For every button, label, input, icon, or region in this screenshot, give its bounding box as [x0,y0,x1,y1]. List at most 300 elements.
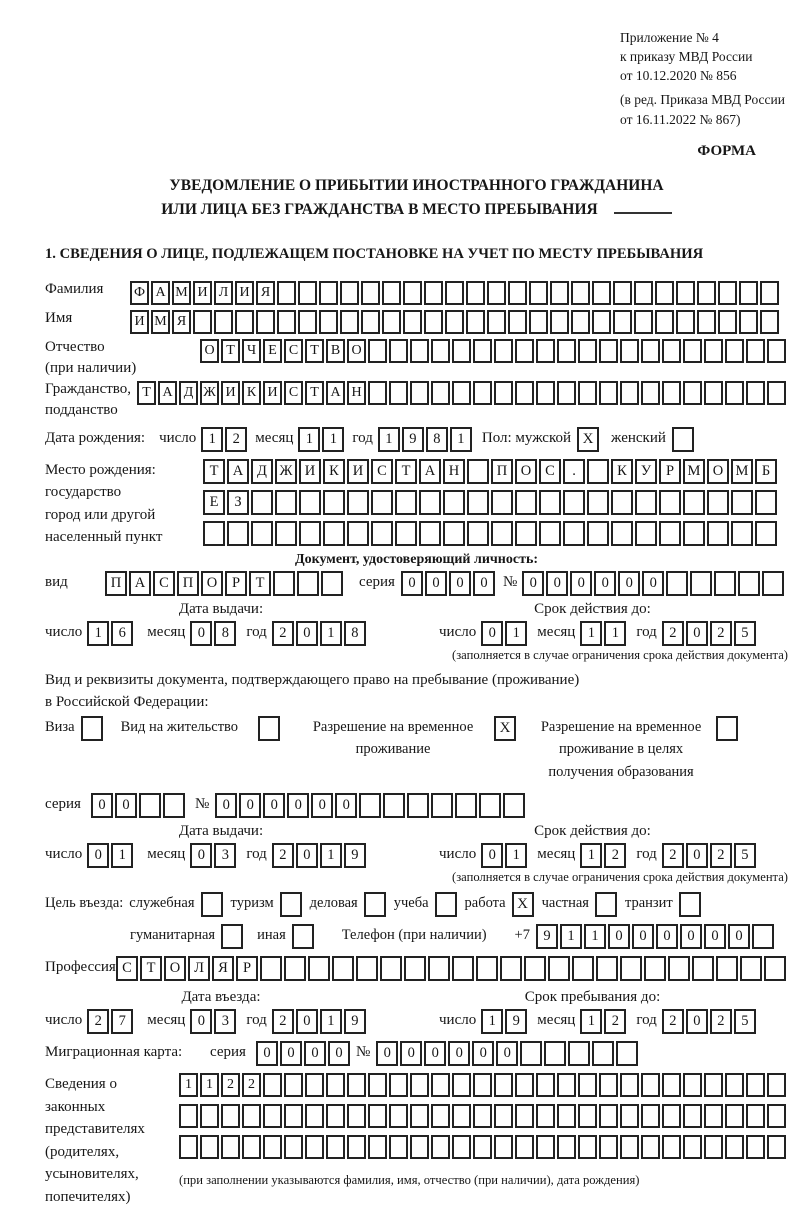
char-cell[interactable]: 1 [580,621,602,646]
char-cell[interactable] [662,381,681,405]
char-cell[interactable]: 3 [214,1009,236,1034]
char-cell[interactable] [515,1073,534,1097]
char-cell[interactable]: С [284,339,303,363]
char-cell[interactable] [767,1135,786,1159]
char-cell[interactable]: Л [214,281,233,305]
char-cell[interactable] [536,339,555,363]
char-cell[interactable]: Д [251,459,273,484]
char-cell[interactable] [410,1135,429,1159]
char-cell[interactable] [326,1135,345,1159]
char-cell[interactable] [227,521,249,546]
doc-type-boxes[interactable] [105,571,345,596]
char-cell[interactable] [443,490,465,515]
migration-number-boxes[interactable] [376,1041,640,1066]
char-cell[interactable]: 0 [263,793,285,818]
stay-issued-year-boxes[interactable] [272,843,368,868]
char-cell[interactable]: 0 [296,843,318,868]
char-cell[interactable] [620,1104,639,1128]
char-cell[interactable] [704,1135,723,1159]
char-cell[interactable] [550,281,569,305]
char-cell[interactable]: 2 [272,1009,294,1034]
char-cell[interactable]: Т [203,459,225,484]
char-cell[interactable] [620,1135,639,1159]
char-cell[interactable] [452,956,474,981]
char-cell[interactable]: 9 [344,1009,366,1034]
char-cell[interactable] [452,1073,471,1097]
char-cell[interactable]: 1 [481,1009,503,1034]
char-cell[interactable]: 0 [473,571,495,596]
representatives-row3-boxes[interactable] [179,1135,788,1159]
char-cell[interactable] [762,571,784,596]
char-cell[interactable] [515,339,534,363]
char-cell[interactable] [578,381,597,405]
char-cell[interactable] [714,571,736,596]
char-cell[interactable] [592,281,611,305]
char-cell[interactable]: 0 [448,1041,470,1066]
char-cell[interactable] [347,1073,366,1097]
char-cell[interactable] [298,310,317,334]
char-cell[interactable]: О [201,571,223,596]
temp-residence-checkbox[interactable]: X [494,716,516,741]
char-cell[interactable] [520,1041,542,1066]
char-cell[interactable] [641,1104,660,1128]
char-cell[interactable] [419,490,441,515]
char-cell[interactable] [275,521,297,546]
char-cell[interactable]: 1 [87,621,109,646]
char-cell[interactable] [539,490,561,515]
char-cell[interactable]: П [491,459,513,484]
char-cell[interactable] [389,1073,408,1097]
char-cell[interactable] [655,310,674,334]
char-cell[interactable] [382,310,401,334]
char-cell[interactable]: 1 [505,621,527,646]
char-cell[interactable]: 0 [546,571,568,596]
char-cell[interactable] [347,521,369,546]
char-cell[interactable] [592,310,611,334]
birthplace-row2-boxes[interactable] [203,490,779,515]
char-cell[interactable] [767,381,786,405]
char-cell[interactable]: 0 [704,924,726,949]
char-cell[interactable] [725,1104,744,1128]
char-cell[interactable]: 9 [505,1009,527,1034]
char-cell[interactable] [319,310,338,334]
char-cell[interactable] [347,490,369,515]
passport-issued-day-boxes[interactable] [87,621,135,646]
char-cell[interactable] [515,521,537,546]
char-cell[interactable]: О [515,459,537,484]
char-cell[interactable] [764,956,786,981]
purpose-sluzhebnaya-checkbox[interactable] [201,892,223,917]
char-cell[interactable] [683,490,705,515]
char-cell[interactable]: Т [249,571,271,596]
stay-until-month-boxes[interactable] [580,1009,628,1034]
char-cell[interactable] [571,281,590,305]
char-cell[interactable] [321,571,343,596]
char-cell[interactable] [740,956,762,981]
char-cell[interactable] [536,1073,555,1097]
representatives-row1-boxes[interactable] [179,1073,788,1097]
char-cell[interactable]: О [347,339,366,363]
char-cell[interactable] [467,490,489,515]
char-cell[interactable] [752,924,774,949]
char-cell[interactable] [389,1135,408,1159]
passport-issued-month-boxes[interactable] [190,621,238,646]
char-cell[interactable] [578,1135,597,1159]
char-cell[interactable] [613,281,632,305]
char-cell[interactable] [524,956,546,981]
char-cell[interactable]: 8 [344,621,366,646]
char-cell[interactable]: М [151,310,170,334]
sex-male-checkbox[interactable]: X [577,427,599,452]
char-cell[interactable]: Н [347,381,366,405]
char-cell[interactable]: К [323,459,345,484]
char-cell[interactable] [445,281,464,305]
char-cell[interactable]: 1 [505,843,527,868]
char-cell[interactable]: 0 [400,1041,422,1066]
char-cell[interactable] [404,956,426,981]
doc-number-boxes[interactable] [522,571,786,596]
char-cell[interactable] [455,793,477,818]
char-cell[interactable] [578,1104,597,1128]
char-cell[interactable]: 0 [686,843,708,868]
char-cell[interactable] [760,310,779,334]
stay-series-boxes[interactable] [91,793,187,818]
char-cell[interactable] [221,1135,240,1159]
entry-year-boxes[interactable] [272,1009,368,1034]
char-cell[interactable] [515,490,537,515]
stay-until-day-boxes[interactable] [481,1009,529,1034]
char-cell[interactable]: Т [137,381,156,405]
char-cell[interactable] [592,1041,614,1066]
char-cell[interactable] [298,281,317,305]
char-cell[interactable] [380,956,402,981]
char-cell[interactable] [613,310,632,334]
char-cell[interactable] [571,310,590,334]
char-cell[interactable] [611,490,633,515]
stay-expiry-day-boxes[interactable] [481,843,529,868]
char-cell[interactable]: И [299,459,321,484]
char-cell[interactable] [305,1135,324,1159]
char-cell[interactable] [662,1104,681,1128]
passport-expiry-year-boxes[interactable] [662,621,758,646]
char-cell[interactable] [599,339,618,363]
edu-residence-checkbox[interactable] [716,716,738,741]
profession-boxes[interactable] [116,956,788,981]
char-cell[interactable]: Е [203,490,225,515]
char-cell[interactable] [371,521,393,546]
char-cell[interactable] [494,1104,513,1128]
char-cell[interactable] [659,490,681,515]
char-cell[interactable] [431,1073,450,1097]
char-cell[interactable]: 1 [378,427,400,452]
char-cell[interactable] [326,1104,345,1128]
char-cell[interactable]: С [284,381,303,405]
char-cell[interactable] [403,310,422,334]
char-cell[interactable] [718,310,737,334]
char-cell[interactable] [424,310,443,334]
char-cell[interactable] [746,1073,765,1097]
char-cell[interactable] [634,310,653,334]
char-cell[interactable]: 2 [272,843,294,868]
purpose-gumanitarnaya-checkbox[interactable] [221,924,243,949]
char-cell[interactable] [635,490,657,515]
char-cell[interactable]: Е [263,339,282,363]
char-cell[interactable]: П [177,571,199,596]
char-cell[interactable] [326,1073,345,1097]
char-cell[interactable]: 0 [481,621,503,646]
char-cell[interactable]: И [263,381,282,405]
char-cell[interactable]: Т [221,339,240,363]
char-cell[interactable] [503,793,525,818]
char-cell[interactable] [193,310,212,334]
char-cell[interactable] [389,339,408,363]
char-cell[interactable]: А [158,381,177,405]
char-cell[interactable]: З [227,490,249,515]
char-cell[interactable] [587,490,609,515]
char-cell[interactable] [368,1135,387,1159]
char-cell[interactable] [284,956,306,981]
char-cell[interactable] [544,1041,566,1066]
char-cell[interactable] [476,956,498,981]
char-cell[interactable] [746,1104,765,1128]
char-cell[interactable] [491,521,513,546]
char-cell[interactable]: О [707,459,729,484]
char-cell[interactable] [410,381,429,405]
char-cell[interactable]: 0 [280,1041,302,1066]
char-cell[interactable] [323,521,345,546]
purpose-tranzit-checkbox[interactable] [679,892,701,917]
char-cell[interactable] [277,310,296,334]
char-cell[interactable] [395,490,417,515]
char-cell[interactable] [515,1135,534,1159]
char-cell[interactable] [568,1041,590,1066]
char-cell[interactable]: 0 [376,1041,398,1066]
char-cell[interactable] [383,793,405,818]
char-cell[interactable]: 0 [522,571,544,596]
char-cell[interactable]: 0 [472,1041,494,1066]
char-cell[interactable] [263,1104,282,1128]
char-cell[interactable] [163,793,185,818]
char-cell[interactable] [251,521,273,546]
char-cell[interactable] [676,281,695,305]
char-cell[interactable] [466,281,485,305]
char-cell[interactable]: 0 [256,1041,278,1066]
char-cell[interactable]: И [235,281,254,305]
char-cell[interactable]: А [326,381,345,405]
char-cell[interactable] [557,1104,576,1128]
char-cell[interactable]: 9 [344,843,366,868]
char-cell[interactable] [704,381,723,405]
char-cell[interactable]: 0 [632,924,654,949]
char-cell[interactable]: 0 [328,1041,350,1066]
char-cell[interactable]: 0 [481,843,503,868]
stay-expiry-month-boxes[interactable] [580,843,628,868]
char-cell[interactable] [659,521,681,546]
char-cell[interactable] [578,1073,597,1097]
phone-boxes[interactable] [536,924,776,949]
char-cell[interactable]: 0 [91,793,113,818]
char-cell[interactable] [479,793,501,818]
char-cell[interactable] [563,521,585,546]
char-cell[interactable] [473,1073,492,1097]
char-cell[interactable] [452,381,471,405]
char-cell[interactable] [371,490,393,515]
char-cell[interactable] [599,1104,618,1128]
char-cell[interactable] [550,310,569,334]
char-cell[interactable]: 1 [580,1009,602,1034]
char-cell[interactable]: 8 [214,621,236,646]
char-cell[interactable]: 1 [320,1009,342,1034]
char-cell[interactable] [347,1104,366,1128]
char-cell[interactable]: 1 [560,924,582,949]
char-cell[interactable]: К [611,459,633,484]
char-cell[interactable] [410,339,429,363]
char-cell[interactable] [578,339,597,363]
char-cell[interactable] [179,1104,198,1128]
birthdate-day-boxes[interactable] [201,427,249,452]
char-cell[interactable] [467,521,489,546]
char-cell[interactable] [557,1073,576,1097]
char-cell[interactable]: С [153,571,175,596]
char-cell[interactable] [308,956,330,981]
citizenship-boxes[interactable] [137,381,788,405]
char-cell[interactable] [739,310,758,334]
representatives-row2-boxes[interactable] [179,1104,788,1128]
char-cell[interactable] [431,381,450,405]
char-cell[interactable]: 0 [680,924,702,949]
char-cell[interactable] [494,339,513,363]
char-cell[interactable]: 2 [662,621,684,646]
char-cell[interactable] [419,521,441,546]
char-cell[interactable] [746,1135,765,1159]
passport-issued-year-boxes[interactable] [272,621,368,646]
char-cell[interactable]: 0 [570,571,592,596]
char-cell[interactable]: 2 [662,1009,684,1034]
char-cell[interactable]: Ж [275,459,297,484]
char-cell[interactable]: 1 [298,427,320,452]
char-cell[interactable] [284,1104,303,1128]
char-cell[interactable] [305,1073,324,1097]
char-cell[interactable] [572,956,594,981]
char-cell[interactable]: 2 [87,1009,109,1034]
char-cell[interactable] [655,281,674,305]
char-cell[interactable] [500,956,522,981]
char-cell[interactable] [760,281,779,305]
char-cell[interactable] [284,1073,303,1097]
char-cell[interactable]: 0 [311,793,333,818]
char-cell[interactable] [179,1135,198,1159]
char-cell[interactable] [620,381,639,405]
char-cell[interactable] [200,1135,219,1159]
char-cell[interactable]: 5 [734,1009,756,1034]
birthplace-row3-boxes[interactable] [203,521,779,546]
char-cell[interactable] [690,571,712,596]
char-cell[interactable] [731,521,753,546]
char-cell[interactable]: 0 [190,1009,212,1034]
char-cell[interactable]: 1 [111,843,133,868]
char-cell[interactable] [707,521,729,546]
char-cell[interactable] [214,310,233,334]
char-cell[interactable]: 2 [225,427,247,452]
char-cell[interactable]: 1 [584,924,606,949]
char-cell[interactable]: 0 [239,793,261,818]
char-cell[interactable]: 0 [425,571,447,596]
char-cell[interactable] [697,310,716,334]
char-cell[interactable] [340,310,359,334]
surname-boxes[interactable] [130,281,781,305]
char-cell[interactable] [508,281,527,305]
char-cell[interactable]: Я [172,310,191,334]
char-cell[interactable] [389,381,408,405]
char-cell[interactable] [767,1073,786,1097]
char-cell[interactable] [704,1073,723,1097]
char-cell[interactable]: 1 [200,1073,219,1097]
char-cell[interactable] [410,1073,429,1097]
char-cell[interactable]: Ф [130,281,149,305]
char-cell[interactable]: 0 [190,621,212,646]
sex-female-checkbox[interactable] [672,427,694,452]
char-cell[interactable] [587,459,609,484]
char-cell[interactable]: 2 [604,1009,626,1034]
char-cell[interactable] [725,1073,744,1097]
char-cell[interactable] [508,310,527,334]
stay-until-year-boxes[interactable] [662,1009,758,1034]
char-cell[interactable] [683,381,702,405]
char-cell[interactable] [536,381,555,405]
char-cell[interactable] [536,1135,555,1159]
char-cell[interactable] [491,490,513,515]
char-cell[interactable] [587,521,609,546]
char-cell[interactable]: О [164,956,186,981]
char-cell[interactable] [662,339,681,363]
char-cell[interactable] [596,956,618,981]
char-cell[interactable] [704,339,723,363]
char-cell[interactable] [539,521,561,546]
birthplace-row1-boxes[interactable] [203,459,779,484]
char-cell[interactable] [260,956,282,981]
char-cell[interactable]: Т [395,459,417,484]
char-cell[interactable]: 8 [426,427,448,452]
char-cell[interactable] [683,1073,702,1097]
char-cell[interactable] [431,1104,450,1128]
char-cell[interactable]: 2 [662,843,684,868]
char-cell[interactable] [347,1135,366,1159]
char-cell[interactable] [473,1104,492,1128]
char-cell[interactable]: 0 [296,1009,318,1034]
char-cell[interactable]: 1 [580,843,602,868]
purpose-turizm-checkbox[interactable] [280,892,302,917]
char-cell[interactable] [725,339,744,363]
char-cell[interactable] [368,1104,387,1128]
char-cell[interactable]: 9 [536,924,558,949]
char-cell[interactable] [704,1104,723,1128]
char-cell[interactable]: М [172,281,191,305]
char-cell[interactable]: 3 [214,843,236,868]
char-cell[interactable] [487,281,506,305]
char-cell[interactable] [515,1104,534,1128]
char-cell[interactable]: 6 [111,621,133,646]
entry-month-boxes[interactable] [190,1009,238,1034]
char-cell[interactable]: Т [305,339,324,363]
char-cell[interactable] [515,381,534,405]
char-cell[interactable]: Р [659,459,681,484]
char-cell[interactable] [725,1135,744,1159]
char-cell[interactable] [529,281,548,305]
char-cell[interactable]: С [371,459,393,484]
char-cell[interactable] [424,281,443,305]
char-cell[interactable] [697,281,716,305]
char-cell[interactable]: И [193,281,212,305]
